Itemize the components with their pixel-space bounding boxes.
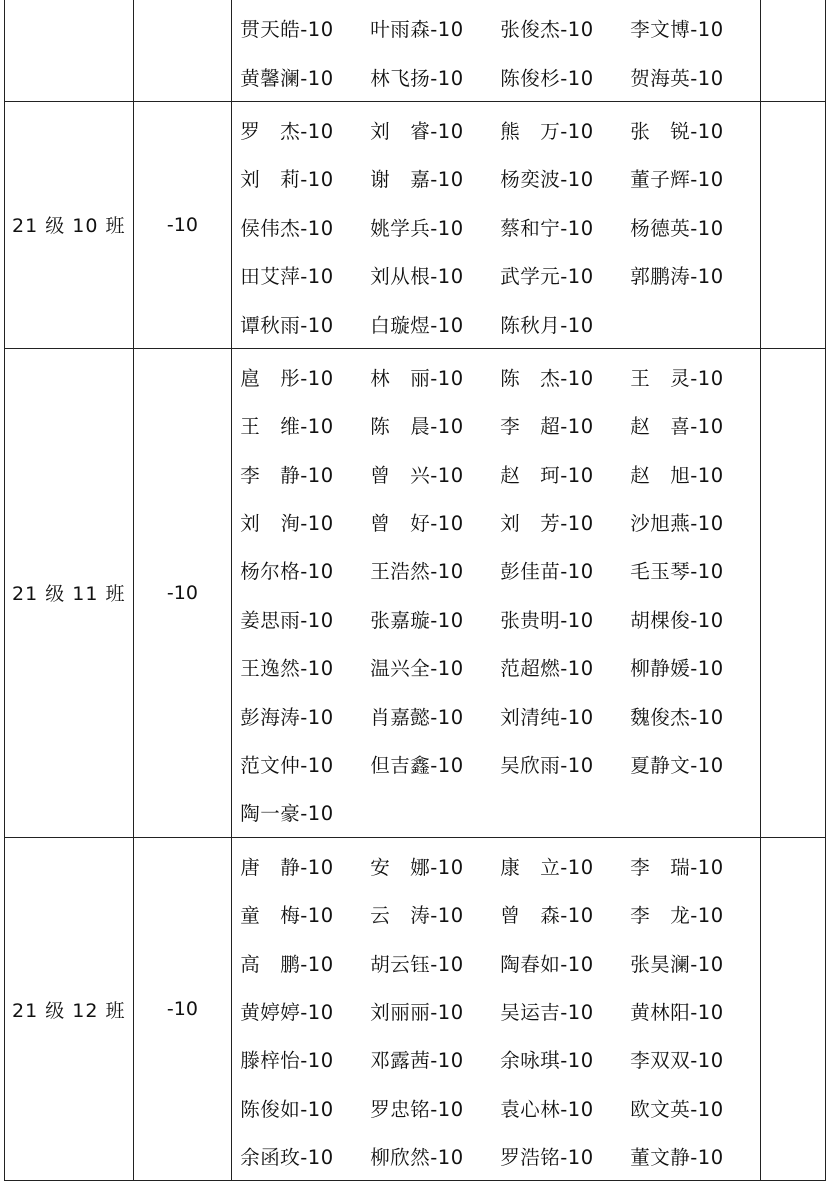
class-name-cell: 21 级 12 班: [5, 837, 134, 1181]
student-penalty-entry: 彭佳苗-10: [500, 560, 594, 584]
student-name-line: [232, 4, 760, 52]
student-penalty-entry: 叶雨森-10: [370, 18, 464, 42]
student-penalty-entry: 张昊澜-10: [630, 952, 724, 976]
student-penalty-entry: 董子辉-10: [630, 168, 724, 192]
student-penalty-entry: 但吉鑫-10: [370, 754, 464, 778]
student-penalty-entry: 陈俊杉-10: [500, 66, 594, 90]
student-penalty-entry: 贺海英-10: [630, 66, 724, 90]
student-penalty-entry: 陈俊如-10: [240, 1097, 334, 1121]
student-name-line: [232, 546, 760, 594]
student-penalty-entry: 陶一豪-10: [240, 802, 334, 826]
student-name-line: [232, 740, 760, 788]
student-penalty-entry: 王浩然-10: [370, 560, 464, 584]
student-penalty-entry: 胡云钰-10: [370, 952, 464, 976]
student-penalty-entry: 曾 好-10: [370, 512, 464, 536]
class-row: [5, 0, 826, 101]
student-penalty-entry: 夏静文-10: [630, 754, 724, 778]
student-name-line: [232, 890, 760, 938]
student-penalty-entry: 云 涛-10: [370, 904, 464, 928]
class-score-cell: -10: [133, 101, 232, 348]
student-penalty-entry: 蔡和宁-10: [500, 216, 594, 240]
student-penalty-entry: 李 龙-10: [630, 904, 724, 928]
student-name-line: [232, 106, 760, 154]
student-penalty-entry: 林 丽-10: [370, 366, 464, 390]
class-row: [5, 101, 826, 348]
student-penalty-entry: 林飞扬-10: [370, 66, 464, 90]
student-penalty-entry: 张贵明-10: [500, 608, 594, 632]
student-name-line: [232, 691, 760, 739]
student-penalty-entry: 唐 静-10: [240, 855, 334, 879]
student-names-cell: [232, 101, 761, 348]
student-penalty-entry: 温兴全-10: [370, 657, 464, 681]
student-name-line: [232, 1084, 760, 1132]
student-penalty-entry: 余咏琪-10: [500, 1049, 594, 1073]
student-name-line: [232, 450, 760, 498]
student-penalty-entry: 吴运吉-10: [500, 1001, 594, 1024]
student-name-line: [232, 299, 760, 347]
student-penalty-entry: 黄林阳-10: [630, 1001, 724, 1024]
student-penalty-entry: 李 瑞-10: [630, 855, 724, 879]
student-name-line: [232, 251, 760, 299]
student-name-line: [232, 788, 760, 836]
student-penalty-entry: 白璇煜-10: [370, 313, 464, 337]
student-penalty-entry: 贯天皓-10: [240, 18, 334, 42]
student-name-line: [232, 1132, 760, 1180]
student-penalty-entry: 扈 彤-10: [240, 366, 334, 390]
student-penalty-entry: 张俊杰-10: [500, 18, 594, 42]
student-name-line: [232, 52, 760, 100]
student-name-line: [232, 1035, 760, 1083]
remarks-cell: [761, 0, 826, 101]
class-name-cell: 21 级 10 班: [5, 101, 134, 348]
student-penalty-entry: 柳欣然-10: [370, 1146, 464, 1170]
student-penalty-entry: 童 梅-10: [240, 904, 334, 928]
remarks-cell: [761, 101, 826, 348]
student-penalty-entry: 杨德英-10: [630, 216, 724, 240]
student-penalty-entry: 曾 兴-10: [370, 463, 464, 487]
student-penalty-entry: 刘 睿-10: [370, 119, 464, 143]
student-penalty-entry: 袁心林-10: [500, 1097, 594, 1121]
class-score-cell: -10: [133, 837, 232, 1181]
student-penalty-entry: 毛玉琴-10: [630, 560, 724, 584]
penalty-table-body: [5, 0, 826, 1181]
student-penalty-entry: 张嘉璇-10: [370, 608, 464, 632]
student-penalty-entry: 熊 万-10: [500, 119, 594, 143]
student-penalty-entry: 董文静-10: [630, 1146, 724, 1170]
penalty-table: [4, 0, 826, 1181]
student-name-line: [232, 643, 760, 691]
student-penalty-entry: 刘 洵-10: [240, 512, 334, 536]
student-penalty-entry: 滕梓怡-10: [240, 1049, 334, 1073]
student-name-line: [232, 987, 760, 1035]
student-penalty-entry: 杨尔格-10: [240, 560, 334, 584]
student-penalty-entry: 黄婷婷-10: [240, 1001, 334, 1024]
class-score-cell: [133, 0, 232, 101]
student-penalty-entry: 张 锐-10: [630, 119, 724, 143]
student-name-line: [232, 938, 760, 986]
student-penalty-entry: 李 超-10: [500, 415, 594, 439]
student-penalty-entry: 陈秋月-10: [500, 313, 594, 337]
class-row: [5, 348, 826, 837]
student-penalty-entry: 郭鹏涛-10: [630, 265, 724, 289]
student-penalty-entry: 王 灵-10: [630, 366, 724, 390]
class-name-cell: 21 级 11 班: [5, 348, 134, 837]
student-penalty-entry: 陈 晨-10: [370, 415, 464, 439]
student-penalty-entry: 魏俊杰-10: [630, 705, 724, 729]
student-penalty-entry: 邓露茜-10: [370, 1049, 464, 1073]
student-penalty-entry: 范文仲-10: [240, 754, 334, 778]
class-name-cell: [5, 0, 134, 101]
student-name-line: [232, 353, 760, 401]
student-penalty-entry: 范超燃-10: [500, 657, 594, 681]
student-penalty-entry: 罗忠铭-10: [370, 1097, 464, 1121]
student-penalty-entry: 肖嘉懿-10: [370, 705, 464, 729]
student-penalty-entry: 刘清纯-10: [500, 705, 594, 729]
student-penalty-entry: 罗浩铭-10: [500, 1146, 594, 1170]
student-penalty-entry: 欧文英-10: [630, 1097, 724, 1121]
student-name-line: [232, 154, 760, 202]
student-name-line: [232, 498, 760, 546]
student-penalty-entry: 杨奕波-10: [500, 168, 594, 192]
student-name-line: [232, 595, 760, 643]
student-penalty-entry: 柳静媛-10: [630, 657, 724, 681]
student-penalty-entry: 李双双-10: [630, 1049, 724, 1073]
student-penalty-entry: 陶春如-10: [500, 952, 594, 976]
student-penalty-entry: 刘 莉-10: [240, 168, 334, 192]
class-row: [5, 837, 826, 1181]
student-penalty-entry: 侯伟杰-10: [240, 216, 334, 240]
student-penalty-entry: 陈 杰-10: [500, 366, 594, 390]
student-penalty-entry: 安 娜-10: [370, 855, 464, 879]
student-penalty-entry: 谭秋雨-10: [240, 313, 334, 337]
student-penalty-entry: 李文博-10: [630, 18, 724, 42]
student-penalty-entry: 姜思雨-10: [240, 608, 334, 632]
student-penalty-entry: 吴欣雨-10: [500, 754, 594, 778]
student-penalty-entry: 刘丽丽-10: [370, 1001, 464, 1024]
class-score-cell: -10: [133, 348, 232, 837]
student-penalty-entry: 姚学兵-10: [370, 216, 464, 240]
student-penalty-entry: 李 静-10: [240, 463, 334, 487]
student-penalty-entry: 赵 喜-10: [630, 415, 724, 439]
student-penalty-entry: 刘 芳-10: [500, 512, 594, 536]
student-penalty-entry: 田艾萍-10: [240, 265, 334, 289]
student-penalty-entry: 武学元-10: [500, 265, 594, 289]
student-penalty-entry: 罗 杰-10: [240, 119, 334, 143]
student-penalty-entry: 谢 嘉-10: [370, 168, 464, 192]
remarks-cell: [761, 837, 826, 1181]
student-penalty-entry: 曾 森-10: [500, 904, 594, 928]
student-penalty-entry: 王逸然-10: [240, 657, 334, 681]
remarks-cell: [761, 348, 826, 837]
student-names-cell: [232, 348, 761, 837]
student-penalty-entry: 康 立-10: [500, 855, 594, 879]
student-name-line: [232, 842, 760, 890]
student-penalty-entry: 沙旭燕-10: [630, 512, 724, 536]
student-penalty-entry: 刘从根-10: [370, 265, 464, 289]
student-penalty-entry: 王 维-10: [240, 415, 334, 439]
student-penalty-entry: 胡棵俊-10: [630, 608, 724, 632]
student-name-line: [232, 401, 760, 449]
student-penalty-entry: 赵 旭-10: [630, 463, 724, 487]
student-names-cell: [232, 0, 761, 101]
student-penalty-entry: 赵 珂-10: [500, 463, 594, 487]
student-name-line: [232, 203, 760, 251]
student-penalty-entry: 高 鹏-10: [240, 952, 334, 976]
student-penalty-entry: 彭海涛-10: [240, 705, 334, 729]
student-penalty-entry: 余函玫-10: [240, 1146, 334, 1170]
student-names-cell: [232, 837, 761, 1181]
student-penalty-entry: 黄馨澜-10: [240, 66, 334, 90]
